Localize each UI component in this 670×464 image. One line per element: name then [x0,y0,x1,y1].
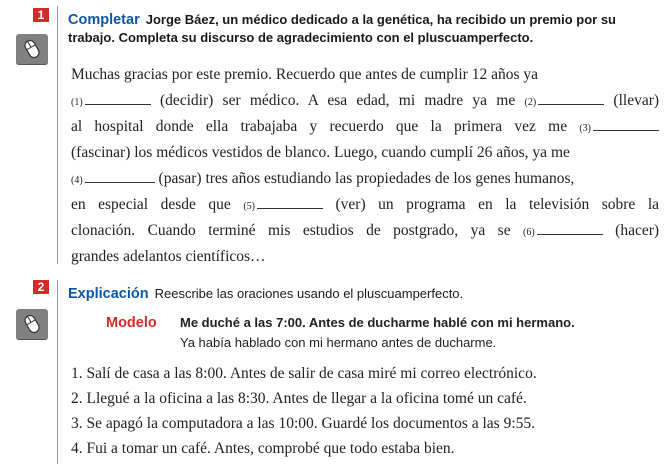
section-divider-line [57,6,58,264]
paragraph-text: (decidir) ser médico. A esa edad, mi madre ya me [159,92,516,109]
paragraph-line [71,192,659,218]
section-number-badge: 2 [33,280,49,294]
blank-number: (4) [71,175,83,186]
model-example [106,313,575,352]
exercise-item: 3. Se apagó la computadora a las 10:00. Guardé los documentos a las 9:55. [71,415,536,432]
section-divider-line [57,280,58,464]
section2-instruction [68,285,663,303]
blank-number: (2) [524,97,537,108]
paragraph-text: clonación. Cuando terminé mis estudios de postgrado, ya se [71,222,511,239]
paragraph-line [71,166,659,192]
answer-blank[interactable] [537,219,603,235]
answer-blank[interactable] [257,193,323,209]
blank-number: (3) [579,123,592,134]
blank-number: (6) [523,227,535,238]
answer-blank[interactable] [85,89,151,105]
section1-instruction-text: Jorge Báez, un médico dedicado a la genética, ha recibido un premio por su trabajo. Completa su discurso de agradecimiento con el pluscuamperfecto. [68,12,616,45]
exercise-item: 1. Salí de casa a las 8:00. Antes de salir de casa miré mi correo electrónico. [71,365,537,382]
paragraph-text: (pasar) tres años estudiando las propiedades de los genes humanos, [158,170,575,187]
paragraph-line: grandes adelantos científicos… [71,248,266,265]
section2-label: Explicación [68,286,149,302]
paragraph-text: (hacer) [615,222,660,239]
paragraph-line: Muchas gracias por este premio. Recuerdo que antes de cumplir 12 años ya [71,66,538,83]
paragraph-line [71,88,659,114]
paragraph-text: en especial desde que [71,196,231,213]
paragraph-text: (ver) un programa en la televisión sobre la [335,196,660,213]
section1-label: Completar [68,12,140,28]
model-prompt: Me duché a las 7:00. Antes de ducharme hablé con mi hermano. [180,315,575,330]
paragraph-line: (fascinar) los médicos vestidos de blanco. Luego, cuando cumplí 26 años, ya me [71,144,570,161]
section-number-badge: 1 [33,8,49,22]
exercise-item: 2. Llegué a la oficina a las 8:30. Antes de llegar a la oficina tomé un café. [71,390,527,407]
paragraph-text: al hospital donde ella trabajaba y recuerdo que la primera vez me [71,118,568,135]
answer-blank[interactable] [538,89,604,105]
paragraph-text: (llevar) [613,92,660,109]
paragraph-line [71,114,659,140]
blank-number: (1) [71,97,83,108]
paragraph-line [71,218,659,244]
section1-instruction [68,11,663,47]
exercise-item: 4. Fui a tomar un café. Antes, comprobé que todo estaba bien. [71,440,455,457]
blank-number: (5) [243,201,255,212]
section2-instruction-text: Reescribe las oraciones usando el pluscuamperfecto. [154,286,464,301]
exercise-items [71,361,537,461]
model-answer: Ya había hablado con mi hermano antes de ducharme. [180,335,497,350]
mouse-icon[interactable] [16,34,48,64]
answer-blank[interactable] [85,167,155,183]
mouse-icon[interactable] [16,309,48,339]
model-label: Modelo [106,315,157,331]
answer-blank[interactable] [593,115,659,131]
